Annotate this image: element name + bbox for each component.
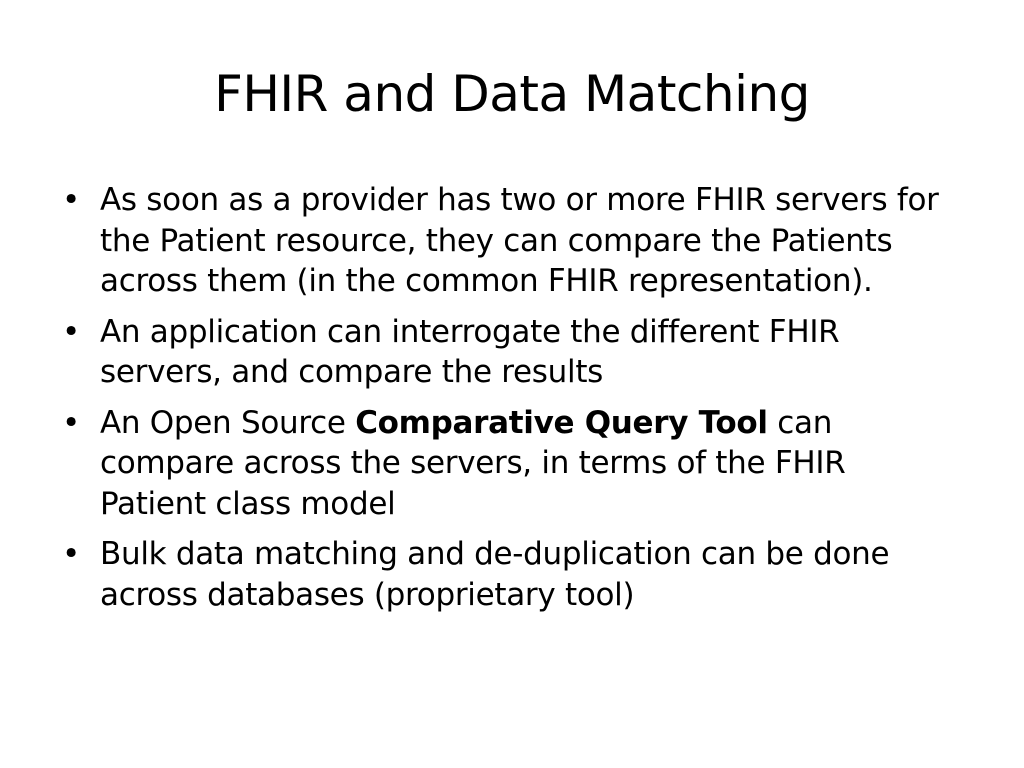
bullet-text-bold: Comparative Query Tool <box>355 404 768 441</box>
bullet-item <box>56 312 956 393</box>
bullet-text: As soon as a provider has two or more FHIR servers for the Patient resource, they can compare the Patients across them (in the common FHIR representation). <box>100 182 939 299</box>
bullet-list <box>56 180 956 625</box>
bullet-item <box>56 180 956 302</box>
bullet-text-post: can compare across the servers, in terms of the FHIR Patient class model <box>100 404 846 522</box>
bullet-item <box>56 403 956 525</box>
bullet-text-pre: An Open Source <box>100 404 356 441</box>
bullet-icon: • <box>62 404 80 441</box>
bullet-icon: • <box>62 536 80 572</box>
bullet-icon: • <box>62 313 80 350</box>
bullet-item <box>56 534 956 615</box>
bullet-text: An application can interrogate the different FHIR servers, and compare the results <box>100 313 840 390</box>
bullet-icon: • <box>62 182 80 218</box>
slide-title: FHIR and Data Matching <box>214 65 810 123</box>
bullet-text <box>100 405 845 522</box>
bullet-text: Bulk data matching and de-duplication can be done across databases (proprietary tool) <box>100 536 890 613</box>
